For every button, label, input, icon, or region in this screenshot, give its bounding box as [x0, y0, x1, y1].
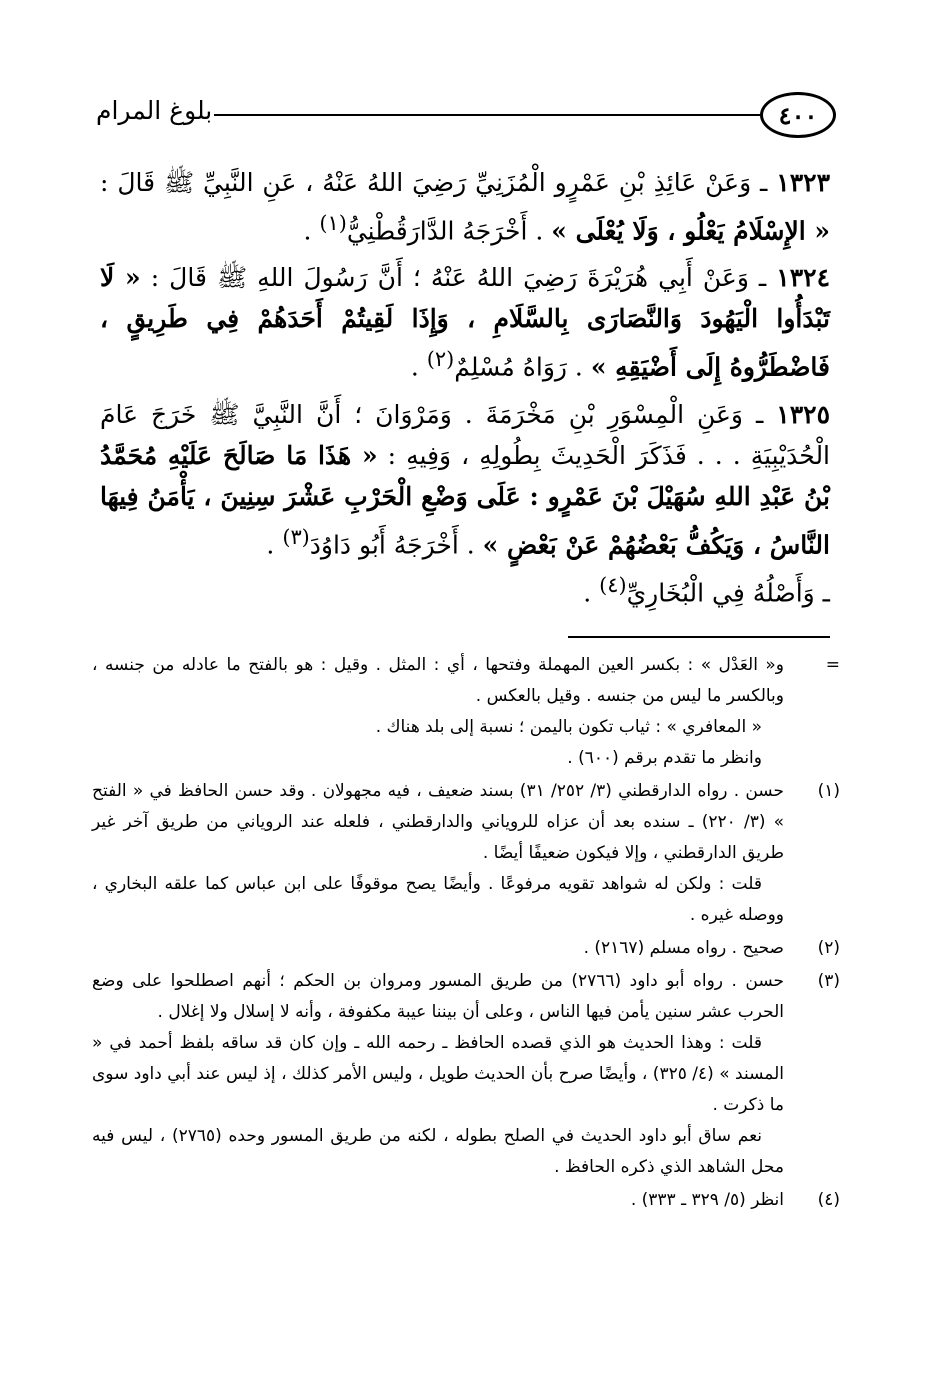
footnote-body — [92, 650, 784, 774]
hadith-intro: ـ وَعَنِ الْمِسْوَرِ بْنِ مَخْرَمَةَ . وَمَرْوَانَ ؛ أَنَّ النَّبِيَّ ﷺ خَرَجَ عَامَ الْحُدَيْبِيَةِ . . . فَذَكَرَ الْحَدِيثَ بِطُولِهِ ، وَفِيهِ : — [100, 399, 831, 470]
aside-tail: . — [583, 578, 600, 608]
footnote-4 — [92, 1185, 840, 1216]
footnote-paragraph: نعم ساق أبو داود الحديث في الصلح بطوله ، لكنه من طريق المسور وحده (٢٧٦٥) ، ليس فيه محل الشاهد الذي ذكره الحافظ . — [92, 1126, 784, 1177]
page-number-badge — [760, 92, 836, 138]
footnote-paragraph: وانظر ما تقدم برقم (٦٠٠) . — [567, 748, 762, 768]
footnote-body — [92, 1185, 784, 1216]
footnote-ref[interactable]: (١) — [319, 211, 347, 235]
hadith-number: ١٣٢٤ — [776, 263, 831, 293]
hadith-number: ١٣٢٥ — [776, 399, 830, 429]
footnote-paragraph: قلت : ولكن له شواهد تقويه مرفوعًا . وأيضًا يصح موقوفًا على ابن عباس كما علقه البخاري ، ووصله غيره . — [92, 874, 784, 925]
footnote-paragraph: « المعافري » : ثياب تكون باليمن ؛ نسبة إلى بلد هناك . — [375, 717, 762, 737]
footnote-ref[interactable]: (٢) — [426, 347, 455, 372]
hadith-tail: . — [303, 216, 320, 246]
footnote-paragraph: حسن . رواه أبو داود (٢٧٦٦) من طريق المسور ومروان بن الحكم ؛ أنهم اصطلحوا على وضع الحرب عشر سنين يأمن فيها الناس ، وعلى أن بيننا عيبة مكفوفة ، وأنه لا إسلال ولا إغلال . — [92, 971, 784, 1022]
hadith-source: . أَخْرَجَهُ الدَّارَقُطْنِيُّ — [346, 216, 552, 246]
footnote-body — [92, 933, 784, 964]
footnote-label: (١) — [817, 781, 840, 801]
hadith-quote: « الإِسْلَامُ يَعْلُو ، وَلَا يُعْلَى » — [551, 216, 830, 246]
footnote-paragraph: انظر (٥/ ٣٢٩ ـ ٣٣٣) . — [630, 1190, 784, 1210]
footnote-body — [92, 966, 784, 1183]
hadith-1324 — [100, 257, 830, 387]
footnote-paragraph: قلت : وهذا الحديث هو الذي قصده الحافظ ـ رحمه الله ـ وإن كان قد ساقه بلفظ أحمد في « المسند » (٤/ ٣٢٥) ، وأيضًا صرح بأن الحديث طويل ، وليس الأمر كذلك ، إذ ليس عند أبي داود سوى ما ذكرت . — [92, 1033, 784, 1115]
hadith-tail: . — [266, 529, 283, 559]
page-header — [96, 92, 836, 144]
aside-text: ـ وَأَصْلُهُ فِي الْبُخَارِيِّ — [626, 578, 830, 608]
footnote-separator — [568, 636, 830, 638]
header-rule — [214, 114, 760, 116]
footnote-ref[interactable]: (٣) — [282, 524, 310, 549]
hadith-number: ١٣٢٣ — [776, 168, 830, 197]
footnote-label: (٣) — [817, 971, 840, 991]
footnote-1 — [92, 776, 840, 931]
hadith-source: . رَوَاهُ مُسْلِمٌ — [454, 352, 591, 382]
hadith-quote: « لَا تَبْدَأُوا الْيَهُودَ وَالنَّصَارَى بِالسَّلَامِ ، وَإِذَا لَقِيتُمْ أَحَدَهُمْ فِي طَرِيقٍ ، فَاضْطَرُّوهُ إِلَى أَضْيَقِهِ » — [100, 263, 830, 382]
footnote-paragraph: حسن . رواه الدارقطني (٣/ ٢٥٢/ ٣١) بسند ضعيف ، فيه مجهولان . وقد حسن الحافظ في « الفتح » (٣/ ٢٢٠) ـ سنده بعد أن عزاه للروياني والدارقطني ، فلعله عند الروياني من طريق آخر غير طريق الدارقطني ، وإلا فيكون ضعيفًا أيضًا . — [92, 781, 785, 863]
footnote-body — [92, 776, 784, 931]
footnote-paragraph: و« العَدْل » : بكسر العين المهملة وفتحها ، أي : المثل . وقيل : هو بالفتح ما عادله من جنسه ، وبالكسر ما ليس من جنسه . وقيل بالعكس . — [92, 655, 784, 706]
footnote-2 — [92, 933, 840, 964]
footnote-continued — [92, 650, 840, 774]
hadith-tail: . — [410, 352, 427, 382]
hadith-1323 — [100, 162, 830, 251]
footnotes — [92, 650, 840, 1218]
page-number: ٤٠٠ — [778, 100, 818, 130]
hadith-intro: ـ وَعَنْ أَبِي هُرَيْرَةَ رَضِيَ اللهُ عَنْهُ ؛ أَنَّ رَسُولَ اللهِ ﷺ قَالَ : — [140, 263, 777, 293]
footnote-ref[interactable]: (٤) — [599, 572, 627, 597]
book-title: بلوغ المرام — [96, 96, 213, 125]
footnote-label: (٢) — [817, 938, 840, 958]
footnote-label: (٤) — [817, 1190, 840, 1210]
continuation-mark: = — [825, 655, 840, 675]
hadith-1325 — [100, 394, 830, 614]
hadith-source: . أَخْرَجَهُ أَبُو دَاوُدَ — [309, 529, 483, 559]
hadith-text — [100, 162, 830, 619]
footnote-3 — [92, 966, 840, 1183]
hadith-quote: « هَذَا مَا صَالَحَ عَلَيْهِ مُحَمَّدُ بْنُ عَبْدِ اللهِ سُهَيْلَ بْنَ عَمْرٍو : عَلَى وَضْعِ الْحَرْبِ عَشْرَ سِنِينَ ، يَأْمَنُ فِيهَا النَّاسُ ، وَيَكُفُّ بَعْضُهُمْ عَنْ بَعْضٍ » — [100, 440, 830, 559]
hadith-intro: ـ وَعَنْ عَائِذِ بْنِ عَمْرٍو الْمُزَنِيِّ رَضِيَ اللهُ عَنْهُ ، عَنِ النَّبِيِّ ﷺ قَالَ : — [100, 168, 777, 197]
footnote-paragraph: صحيح . رواه مسلم (٢١٦٧) . — [583, 938, 784, 958]
